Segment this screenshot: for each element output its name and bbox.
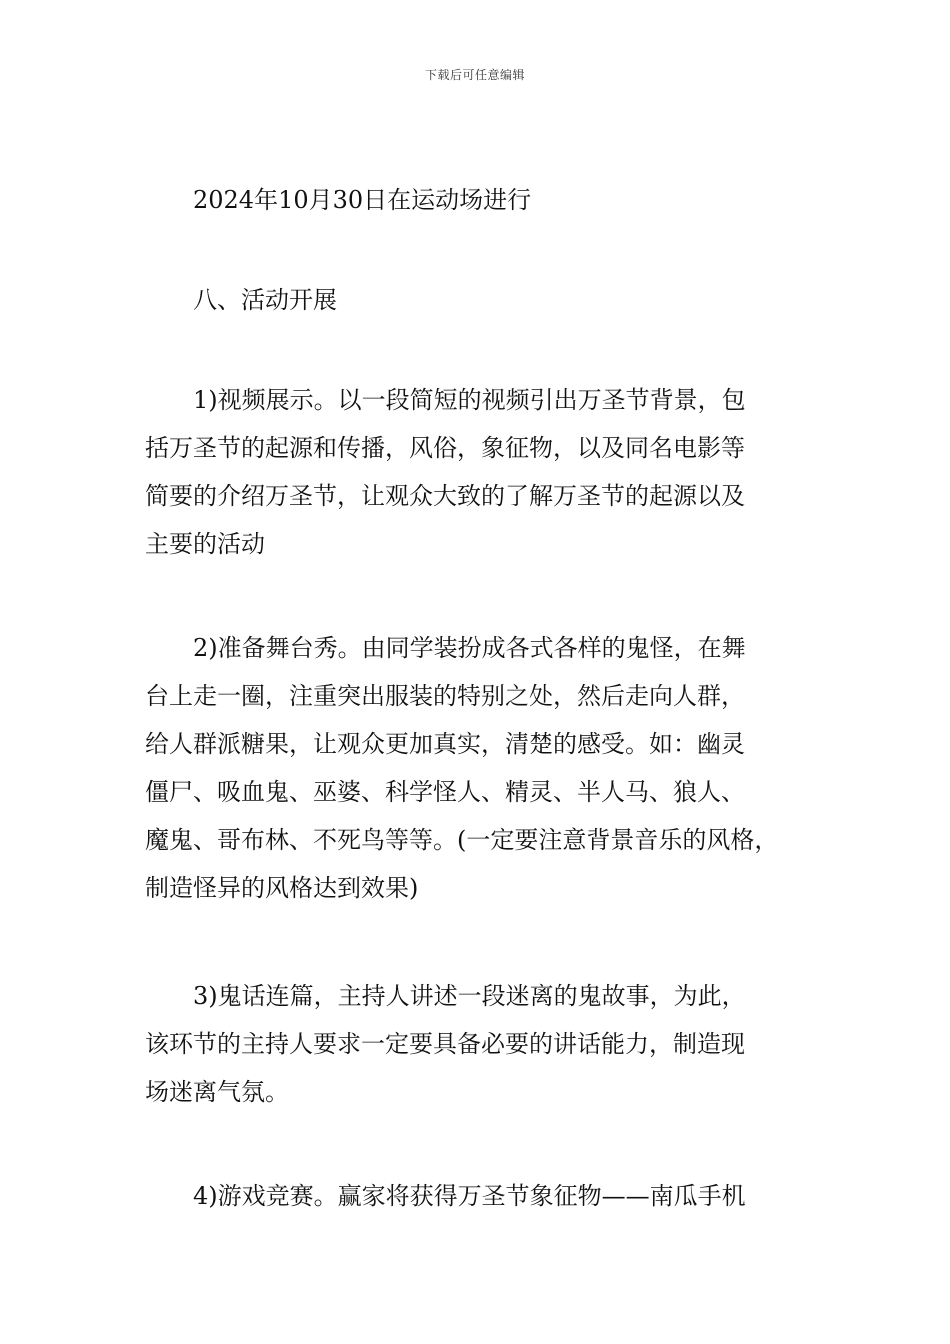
activity-item-stage-show: 2)准备舞台秀。由同学装扮成各式各样的鬼怪，在舞 台上走一圈，注重突出服装的特别之处，然后走向人群， 给人群派糖果，让观众更加真实，清楚的感受。如：幽灵 僵尸、吸血鬼、巫婆、科学怪人、精灵、半人马、狼人、 魔鬼、哥布林、不死鸟等等。(一定要注意背景音乐的风格， 制造怪异的风格达到效果) (145, 634, 779, 902)
activity-item-ghost-stories: 3)鬼话连篇，主持人讲述一段迷离的鬼故事，为此， 该环节的主持人要求一定要具备必要的讲话能力，制造现 场迷离气氛。 (145, 982, 746, 1106)
section-heading: 八、活动开展 (145, 286, 337, 314)
event-date-line: 2024年10月30日在运动场进行 (145, 186, 532, 214)
activity-item-games: 4)游戏竞赛。赢家将获得万圣节象征物——南瓜手机 (145, 1182, 746, 1210)
header-note: 下载后可任意编辑 (424, 68, 525, 82)
activity-item-video: 1)视频展示。以一段简短的视频引出万圣节背景，包 括万圣节的起源和传播，风俗，象征物，以及同名电影等 简要的介绍万圣节，让观众大致的了解万圣节的起源以及 主要的活动 (145, 386, 746, 558)
